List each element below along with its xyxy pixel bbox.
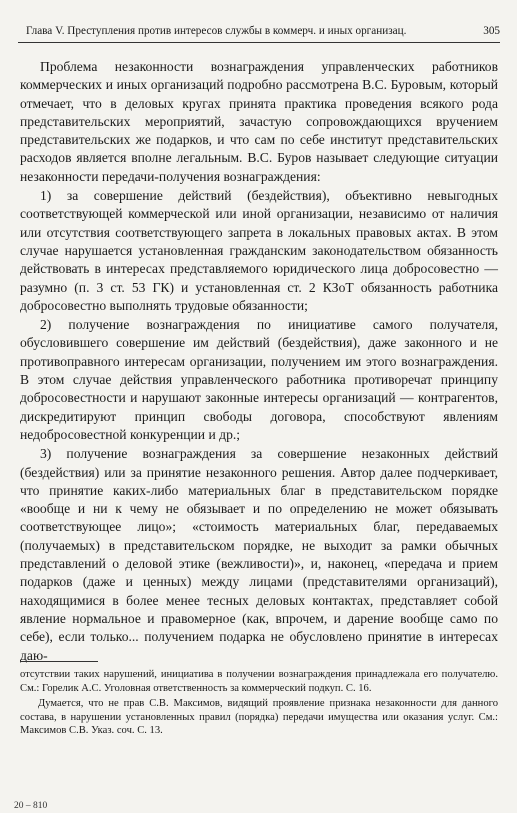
page-number: 305	[483, 25, 500, 37]
header-rule	[18, 42, 500, 43]
footnote-continuation: отсутствии таких нарушений, инициатива в получении вознаграждения принадлежала его получателю. См.: Горелик А.С. Уголовная ответственность за коммерческий подкуп. С. 16.	[20, 669, 498, 694]
footnotes	[20, 668, 498, 738]
paragraph-item-2: 2) получение вознаграждения по инициативе самого получателя, обусловившего совершение им действий (бездействия), даже законного и не противоправного интересам организации, получением им этого вознаграждения. В этом случае действия управленческого работника противоречат принципу добросовестности и нарушают законные интересы организаций — контрагентов, дискредитируют принцип свободы договора, способствуют явлениям недобросовестной конкуренции и др.;	[20, 317, 498, 442]
paragraph-intro: Проблема незаконности вознаграждения управленческих работников коммерческих и иных организаций подробно рассмотрена В.С. Буровым, который отмечает, что в деловых кругах принята практика проведения всякого рода представительских мероприятий, зачастую сопровождающихся вручением представительских же подарков, и что сам по себе институт представительских расходов является вполне легальным. В.С. Буров называет следующие ситуации незаконности передачи-получения вознаграждения:	[20, 59, 498, 184]
footnote-2: Думается, что не прав С.В. Максимов, видящий проявление признака незаконности для данного состава, в нарушении установленных правил (порядка) передачи имущества или оказания услуг. См.: Максимов С.В. Указ. соч. С. 13.	[20, 698, 498, 737]
printer-signature: 20 – 810	[14, 801, 48, 811]
paragraph-item-3: 3) получение вознаграждения за совершение незаконных действий (бездействия) или за принятие незаконного решения. Автор далее подчеркивает, что принятие каких-либо материальных благ в представительском порядке «вообще и ни к чему не обязывает и по определению не может обязывать соответствующее лицо»; «стоимость материальных благ, передаваемых (получаемых) в представительском порядке, не выходит за рамки обычных представлений о деловой этике (вежливости)», и, наконец, «передача и прием подарков (даже и ценных) между лицами (представителями организаций), находящимися в более менее тесных деловых контактах, представляет собой явление нормальное и правомерное (как, впрочем, и дарение вообще само по себе), если только... получением подарка не обусловлено принятие в интересах даю-	[20, 446, 498, 663]
main-text	[20, 58, 498, 665]
footnote-separator	[20, 661, 98, 662]
paragraph-item-1: 1) за совершение действий (бездействия), объективно невыгодных соответствующей коммерческой или иной организации, независимо от наличия или отсутствия соответствующего запрета в локальных правовых актах. В этом случае нарушается установленная гражданским законодательством обязанность действовать в интересах представляемого юридического лица добросовестно — разумно (п. 3 ст. 53 ГК) и установленная ст. 2 КЗоТ обязанность работника добросовестно выполнять трудовые обязанности;	[20, 188, 498, 313]
running-title: Глава V. Преступления против интересов службы в коммерч. и иных организац.	[26, 25, 407, 37]
